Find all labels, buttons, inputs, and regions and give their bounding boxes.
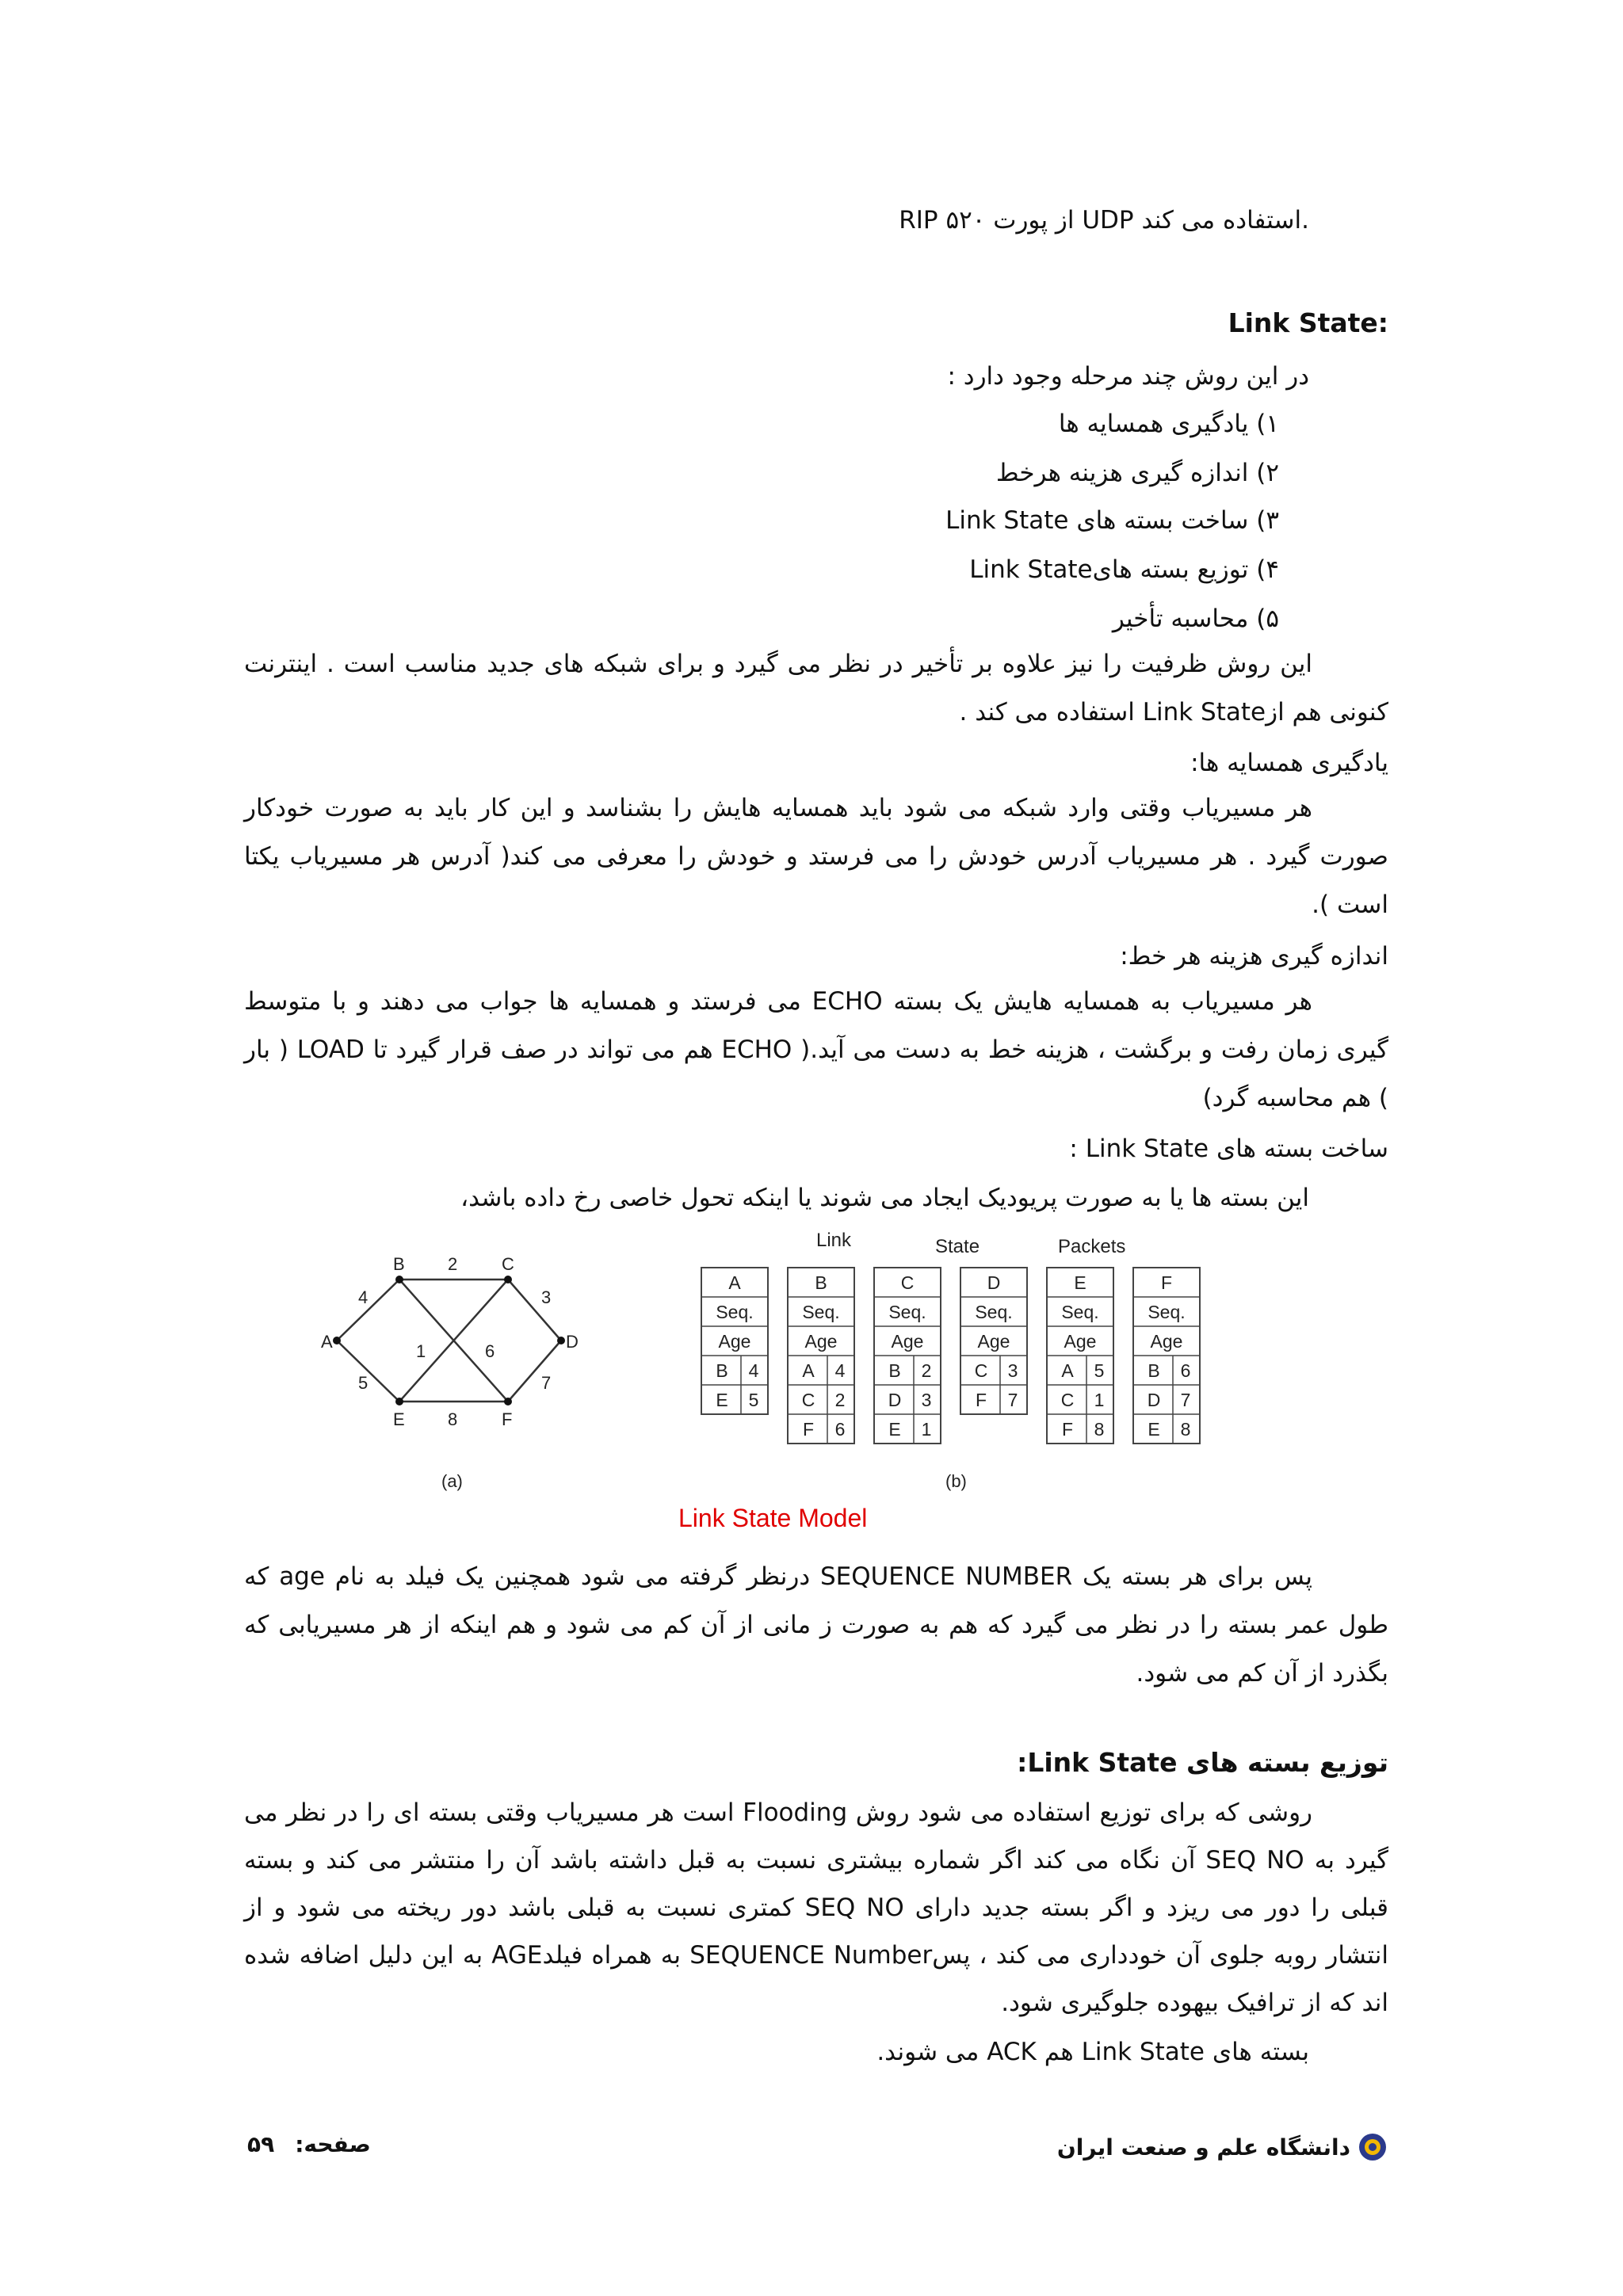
packet-header-label: Seq. [888, 1302, 926, 1322]
capacity-paragraph: این روش ظرفیت را نیز علاوه بر تأخیر در نظر می گیرد و برای شبکه های جدید مناسب است . اینترنت کنونی هم ازLink State استفاده می کند . [244, 650, 1388, 727]
ack-paragraph: بسته های Link State هم ACK می شوند. [876, 2038, 1309, 2066]
packet-cost: 5 [1094, 1360, 1105, 1381]
edge-a-b [337, 1280, 399, 1341]
figure-label-a: (a) [441, 1471, 463, 1491]
figure-svg [317, 1224, 1228, 1509]
packet-header-label: Seq. [716, 1302, 754, 1322]
packet-neighbor: F [1061, 1419, 1074, 1440]
edge-a-e [337, 1341, 399, 1402]
heading-neighbors: یادگیری همسایه ها: [1190, 749, 1388, 777]
node-label: D [566, 1332, 579, 1352]
page-number: ۵۹ [247, 2131, 275, 2157]
packet-cost: 6 [834, 1419, 846, 1440]
packet-header-label: Age [804, 1331, 838, 1352]
packet-neighbor: B [888, 1360, 901, 1381]
step-item: ۱) یادگیری همسایه ها [1058, 410, 1279, 438]
node-e [395, 1398, 403, 1405]
packet-cost: 8 [1180, 1419, 1191, 1440]
packet-neighbor: C [1060, 1390, 1075, 1410]
edge-weight: 4 [358, 1287, 369, 1307]
packet-neighbor: C [974, 1360, 988, 1381]
header-word: State [935, 1236, 980, 1257]
university-logo-icon [1357, 2131, 1388, 2163]
packet-neighbor: A [802, 1360, 815, 1381]
packet-cost: 1 [921, 1419, 932, 1440]
packet-neighbor: C [801, 1390, 815, 1410]
step-item: ۵) محاسبه تأخیر [1112, 605, 1279, 633]
step-item: ۲) اندازه گیری هزینه هرخط [995, 459, 1279, 487]
packet-router-label: B [815, 1272, 827, 1293]
packets-header [816, 1230, 1125, 1491]
packet-router-label: E [1074, 1272, 1086, 1293]
node-d [557, 1337, 565, 1344]
packet-cost: 4 [748, 1360, 759, 1381]
packet-cost: 2 [834, 1390, 846, 1410]
packet-cost: 7 [1007, 1390, 1018, 1410]
packet-header-label: Seq. [975, 1302, 1013, 1322]
header-word: Link [816, 1230, 852, 1251]
graph-labels [321, 1254, 579, 1491]
edge-weight: 7 [541, 1373, 552, 1393]
sequence-paragraph: پس برای هر بسته یک SEQUENCE NUMBER درنظر گرفته می شود همچنین یک فیلد به نام age که طول عمر بسته را در نظر می گیرد که هم به صورت ز مانی از آن کم می شود و هم اینکه از هر مسیریابی که بگذرد از آن کم می شود. [244, 1562, 1388, 1688]
heading-cost: اندازه گیری هزینه هر خط: [1120, 942, 1388, 971]
build-paragraph: این بسته ها یا به صورت پریودیک ایجاد می شوند یا اینکه تحول خاصی رخ داده باشد، [460, 1184, 1309, 1212]
packet-header-label: Age [718, 1331, 751, 1352]
link-state-figure [317, 1224, 1228, 1509]
figure-caption: Link State Model [678, 1504, 868, 1532]
node-c [504, 1276, 512, 1283]
packet-cost: 7 [1180, 1390, 1191, 1410]
packet-router-label: F [1160, 1272, 1173, 1293]
packet-neighbor: A [1061, 1360, 1074, 1381]
node-label: A [321, 1332, 333, 1352]
page-label: صفحه: [295, 2131, 371, 2157]
packet-header-label: Seq. [802, 1302, 840, 1322]
edge-weight: 2 [448, 1254, 458, 1274]
edge-weight: 3 [541, 1287, 552, 1307]
edge-weight: 6 [485, 1341, 495, 1361]
figure-label-b: (b) [945, 1471, 967, 1491]
packet-cost: 5 [748, 1390, 759, 1410]
packet-header-label: Age [891, 1331, 924, 1352]
step-item: ۴) توزیع بسته هایLink State [969, 555, 1279, 584]
packet-header-label: Seq. [1061, 1302, 1099, 1322]
packet-cost: 3 [921, 1390, 932, 1410]
node-f [504, 1398, 512, 1405]
packet-cost: 3 [1007, 1360, 1018, 1381]
university-name: دانشگاه علم و صنعت ایران [1056, 2134, 1350, 2161]
packet-router-label: C [900, 1272, 915, 1293]
node-label: B [393, 1254, 405, 1274]
footer-university [1057, 2131, 1388, 2163]
packet-cost: 8 [1094, 1419, 1105, 1440]
intro-line: در این روش چند مرحله وجود دارد : [947, 362, 1309, 391]
heading-build: ساخت بسته های Link State : [1069, 1135, 1388, 1163]
packet-cost: 2 [921, 1360, 932, 1381]
packet-header-label: Age [977, 1331, 1010, 1352]
packet-cost: 6 [1180, 1360, 1191, 1381]
packet-neighbor: B [1148, 1360, 1160, 1381]
packet-neighbor: E [1148, 1419, 1160, 1440]
packet-neighbor: F [975, 1390, 987, 1410]
section-heading-distribute: توزیع بسته های Link State: [1017, 1747, 1388, 1778]
packet-neighbor: D [1147, 1390, 1161, 1410]
node-label: E [393, 1409, 405, 1429]
packet-router-label: A [728, 1272, 741, 1293]
header-word: Packets [1058, 1236, 1126, 1257]
packet-router-label: D [987, 1272, 1001, 1293]
packet-neighbor: E [888, 1419, 901, 1440]
neighbors-paragraph: هر مسیریاب وقتی وارد شبکه می شود باید همسایه هایش را بشناسد و این کار باید به صورت خودکار صورت گیرد . هر مسیریاب آدرس خودش را می فرستد و خودش را معرفی می کند( آدرس هر مسیریاب یکتا است ). [244, 794, 1388, 919]
edge-weight: 5 [358, 1373, 369, 1393]
flooding-paragraph: روشی که برای توزیع استفاده می شود روش Flooding است هر مسیریاب وقتی بسته ای را در نظر می گیرد به SEQ NO آن نگاه می کند اگر شماره بیشتری نسبت به قبل داشته باشد آن را منتشر می کند و بسته قبلی را دور می ریزد و اگر بسته جدید دارای SEQ NO کمتری نسبت به قبلی باشد دور ریخته می شود و از انتشار روبه جلوی آن خودداری می کند ، پسSEQUENCE Number به همراه فیلدAGE به این دلیل اضافه شده اند که از ترافیک بیهوده جلوگیری شود. [244, 1798, 1389, 2017]
packet-header-label: Age [1064, 1331, 1097, 1352]
section-heading-link-state: Link State: [1228, 307, 1388, 338]
edge-weight: 1 [416, 1341, 426, 1361]
packet-header-label: Age [1150, 1331, 1183, 1352]
packet-neighbor: D [888, 1390, 902, 1410]
step-item: ۳) ساخت بسته های Link State [945, 506, 1279, 535]
packet-neighbor: B [716, 1360, 728, 1381]
packet-cost: 4 [834, 1360, 846, 1381]
edge-f-d [508, 1341, 561, 1402]
packet-neighbor: E [716, 1390, 728, 1410]
rip-line: RIP از پورت ۵۲۰ UDP استفاده می کند. [899, 206, 1309, 235]
packet-cost: 1 [1094, 1390, 1105, 1410]
packet-header-label: Seq. [1148, 1302, 1186, 1322]
node-label: C [502, 1254, 514, 1274]
node-a [333, 1337, 341, 1344]
node-b [395, 1276, 403, 1283]
edge-weight: 8 [448, 1409, 458, 1429]
packet-tables [701, 1268, 1200, 1444]
packet-neighbor: F [802, 1419, 815, 1440]
edge-c-d [508, 1280, 561, 1341]
footer-page [247, 2131, 371, 2157]
node-label: F [502, 1409, 513, 1429]
network-graph [337, 1280, 561, 1402]
cost-paragraph: هر مسیریاب به همسایه هایش یک بسته ECHO می فرستد و همسایه ها جواب می دهند و با متوسط گیری زمان رفت و برگشت ، هزینه خط به دست می آید.( ECHO هم می تواند در صف قرار گیرد تا LOAD ( بار ) هم محاسبه گرد) [244, 987, 1388, 1112]
